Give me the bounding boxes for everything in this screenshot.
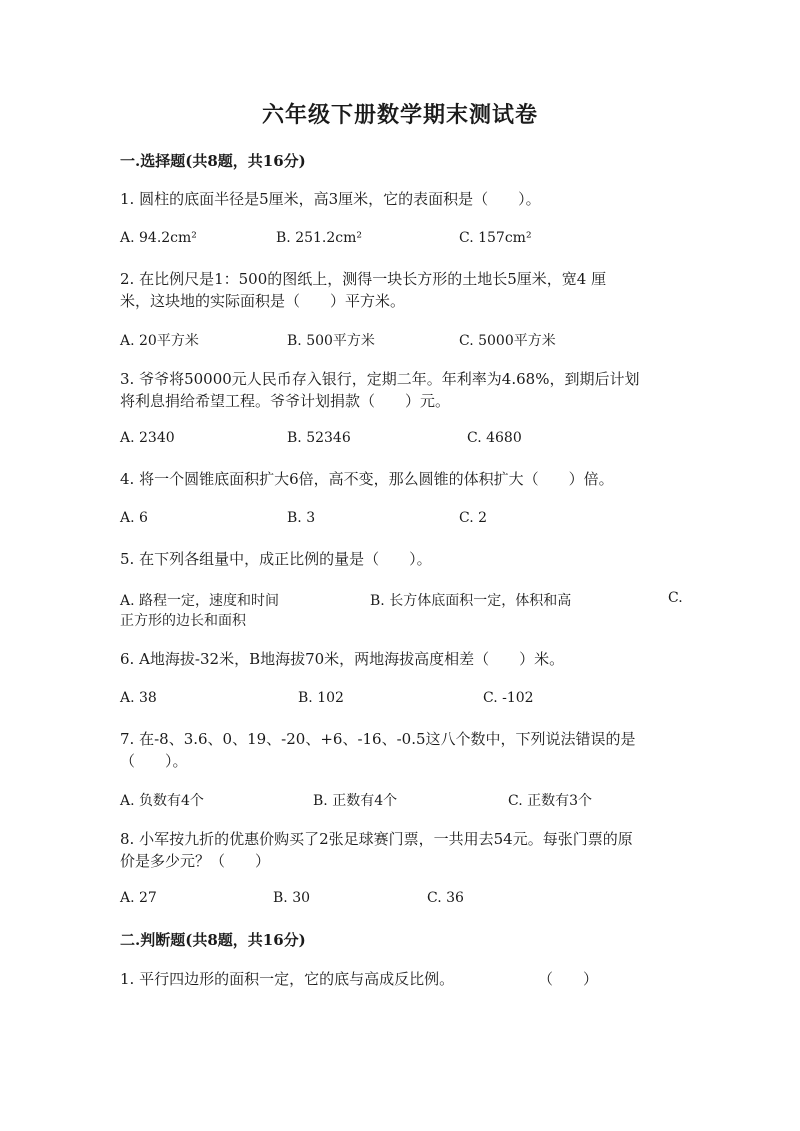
question-6-text: 6. A地海拔-32米，B地海拔70米，两地海拔高度相差（ ）米。 xyxy=(120,650,565,668)
question-2-option-a: A. 20平方米 xyxy=(120,333,199,349)
question-1-option-c: C. 157cm² xyxy=(459,230,532,246)
judgement-1-text: 1. 平行四边形的面积一定，它的底与高成反比例。 xyxy=(120,970,455,988)
question-3-text-line2: 将利息捐给希望工程。爷爷计划捐款（ ）元。 xyxy=(120,392,451,410)
question-8-option-a: A. 27 xyxy=(120,890,157,906)
question-1-option-b: B. 251.2cm² xyxy=(276,230,362,246)
question-6-option-c: C. -102 xyxy=(483,690,534,706)
question-7-text-line2: （ ）。 xyxy=(120,752,188,770)
question-7-option-a: A. 负数有4个 xyxy=(120,793,204,809)
question-4-text: 4. 将一个圆锥底面积扩大6倍，高不变，那么圆锥的体积扩大（ ）倍。 xyxy=(120,470,614,488)
section-heading-judgement: 二.判断题(共8题，共16分) xyxy=(120,931,306,949)
question-7-option-b: B. 正数有4个 xyxy=(313,793,398,809)
question-8-text-line2: 价是多少元？（ ） xyxy=(120,852,271,870)
question-5-option-c-text: 正方形的边长和面积 xyxy=(120,613,246,629)
question-1-option-a: A. 94.2cm² xyxy=(120,230,197,246)
question-3-text-line1: 3. 爷爷将50000元人民币存入银行，定期二年。年利率为4.68%，到期后计划 xyxy=(120,370,640,388)
question-7-option-c: C. 正数有3个 xyxy=(508,793,593,809)
question-2-option-b: B. 500平方米 xyxy=(287,333,375,349)
question-5-option-a: A. 路程一定，速度和时间 xyxy=(120,593,280,609)
question-2-text-line1: 2. 在比例尺是1：500的图纸上，测得一块长方形的土地长5厘米，宽4 厘 xyxy=(120,270,607,288)
question-5-option-b: B. 长方体底面积一定，体积和高 xyxy=(370,593,572,609)
question-3-option-b: B. 52346 xyxy=(287,430,351,446)
question-1-text: 1. 圆柱的底面半径是5厘米，高3厘米，它的表面积是（ ）。 xyxy=(120,190,541,208)
question-2-text-line2: 米，这块地的实际面积是（ ）平方米。 xyxy=(120,292,406,310)
question-7-text-line1: 7. 在-8、3.6、0、19、-20、+6、-16、-0.5这八个数中，下列说法错误的是 xyxy=(120,730,636,748)
question-6-option-b: B. 102 xyxy=(298,690,344,706)
question-6-option-a: A. 38 xyxy=(120,690,157,706)
question-4-option-c: C. 2 xyxy=(459,510,488,526)
question-3-option-a: A. 2340 xyxy=(120,430,175,446)
question-8-text-line1: 8. 小军按九折的优惠价购买了2张足球赛门票，一共用去54元。每张门票的原 xyxy=(120,830,633,848)
question-3-option-c: C. 4680 xyxy=(467,430,522,446)
question-4-option-b: B. 3 xyxy=(287,510,316,526)
question-5-option-c: C. xyxy=(668,590,683,606)
question-8-option-c: C. 36 xyxy=(427,890,464,906)
question-5-text: 5. 在下列各组量中，成正比例的量是（ ）。 xyxy=(120,550,432,568)
question-8-option-b: B. 30 xyxy=(273,890,311,906)
question-2-option-c: C. 5000平方米 xyxy=(459,333,556,349)
question-4-option-a: A. 6 xyxy=(120,510,148,526)
page-title: 六年级下册数学期末测试卷 xyxy=(261,102,538,128)
section-heading-choice: 一.选择题(共8题，共16分) xyxy=(120,152,306,170)
judgement-1-blank: （ ） xyxy=(538,970,599,988)
